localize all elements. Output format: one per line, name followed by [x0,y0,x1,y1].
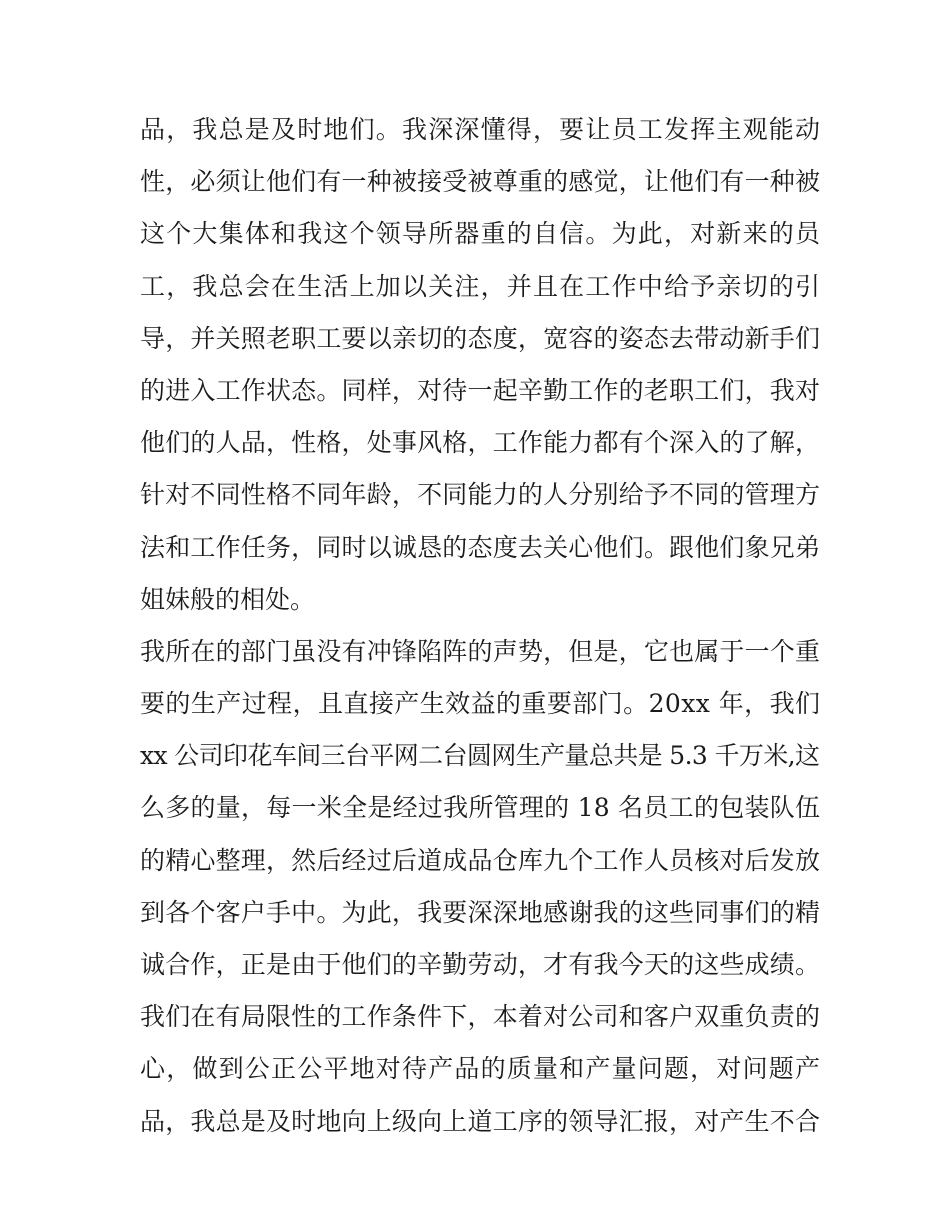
text-line-16: 到各个客户手中。为此，我要深深地感谢我的这些同事们的精 [140,897,821,927]
text-line-17: 诚合作，正是由于他们的辛勤劳动，才有我今天的这些成绩。 [140,950,821,979]
text-line-14: 么多的量，每一米全是经过我所管理的 18 名员工的包装队伍 [140,793,821,823]
text-line-8: 针对不同性格不同年龄，不同能力的人分别给予不同的管理方 [140,480,821,510]
text-line-15: 的精心整理，然后经过后道成品仓库九个工作人员核对后发放 [140,845,821,875]
text-line-10: 姐妹般的相处。 [140,584,316,614]
text-line-13: xx 公司印花车间三台平网二台圆网生产量总共是 5.3 千万米,这 [140,741,820,771]
text-line-12: 要的生产过程，且直接产生效益的重要部门。20xx 年，我们 [140,689,821,719]
text-line-1: 品，我总是及时地们。我深深懂得，要让员工发挥主观能动 [140,115,822,144]
text-line-19: 心，做到公正公平地对待产品的质量和产量问题，对问题产 [140,1054,822,1084]
text-line-18: 我们在有局限性的工作条件下，本着对公司和客户双重负责的 [140,1002,821,1032]
text-line-20: 品，我总是及时地向上级向上道工序的领导汇报，对产生不合 [140,1106,821,1136]
body-text [140,104,820,1148]
text-line-2: 性，必须让他们有一种被接受被尊重的感觉，让他们有一种被 [140,167,821,197]
text-line-6: 的进入工作状态。同样，对待一起辛勤工作的老职工们，我对 [140,375,821,405]
text-line-5: 导，并关照老职工要以亲切的态度，宽容的姿态去带动新手们 [140,323,821,353]
text-line-4: 工，我总会在生活上加以关注，并且在工作中给予亲切的引 [140,271,822,301]
text-line-3: 这个大集体和我这个领导所器重的自信。为此，对新来的员 [140,219,822,249]
text-line-7: 他们的人品，性格，处事风格，工作能力都有个深入的了解， [140,428,821,458]
text-line-9: 法和工作任务，同时以诚恳的态度去关心他们。跟他们象兄弟 [140,532,821,562]
text-line-11: 我所在的部门虽没有冲锋陷阵的声势，但是，它也属于一个重 [140,636,821,666]
